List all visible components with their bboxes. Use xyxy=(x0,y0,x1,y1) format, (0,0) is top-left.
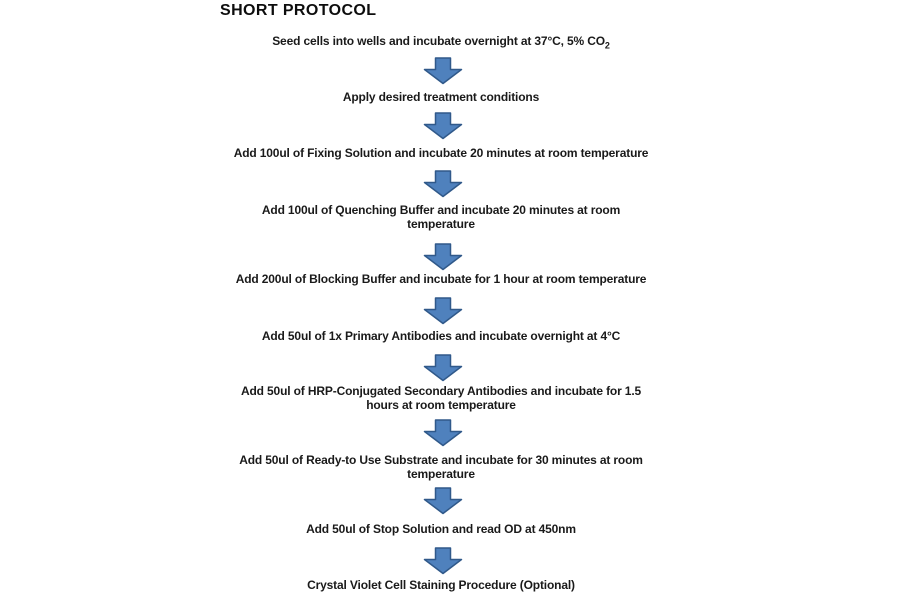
step-text: Add 50ul of Ready-to Use Substrate and incubate for 30 minutes at room xyxy=(239,453,643,467)
down-arrow-icon xyxy=(423,354,463,382)
down-arrow-icon xyxy=(423,243,463,271)
step-text: Seed cells into wells and incubate overnight at 37°C, 5% $CO_2$ xyxy=(272,34,610,51)
step-text: Crystal Violet Cell Staining Procedure (Optional) xyxy=(307,578,575,592)
protocol-step-4 xyxy=(141,203,741,231)
down-arrow-icon xyxy=(423,297,463,325)
down-arrow-icon xyxy=(423,487,463,515)
down-arrow-icon xyxy=(423,112,463,140)
down-arrow-icon xyxy=(423,170,463,198)
protocol-step-8 xyxy=(141,453,741,481)
step-text: Add 50ul of 1x Primary Antibodies and incubate overnight at 4°C xyxy=(261,329,621,343)
protocol-step-10 xyxy=(141,578,741,592)
protocol-step-7 xyxy=(141,384,741,412)
subscript: 2 xyxy=(604,40,610,51)
protocol-step-9 xyxy=(141,522,741,536)
page-title: SHORT PROTOCOL xyxy=(220,2,377,19)
protocol-step-3 xyxy=(141,146,741,160)
down-arrow-icon xyxy=(423,547,463,575)
step-text: temperature xyxy=(407,217,475,231)
step-text: Add 100ul of Fixing Solution and incubate 20 minutes at room temperature xyxy=(233,146,649,160)
down-arrow-icon xyxy=(423,57,463,85)
down-arrow-icon xyxy=(423,419,463,447)
protocol-step-5 xyxy=(141,272,741,286)
step-text: Add 50ul of HRP-Conjugated Secondary Antibodies and incubate for 1.5 xyxy=(240,384,642,398)
step-text: temperature xyxy=(407,467,475,481)
step-text: Add 100ul of Quenching Buffer and incubate 20 minutes at room xyxy=(261,203,621,217)
step-text: Apply desired treatment conditions xyxy=(342,90,540,104)
step-text: hours at room temperature xyxy=(366,398,516,412)
protocol-step-2 xyxy=(141,90,741,104)
protocol-step-1 xyxy=(141,34,741,51)
step-text: Add 50ul of Stop Solution and read OD at 450nm xyxy=(306,522,576,536)
protocol-step-6 xyxy=(141,329,741,343)
step-text: Add 200ul of Blocking Buffer and incubate for 1 hour at room temperature xyxy=(235,272,647,286)
